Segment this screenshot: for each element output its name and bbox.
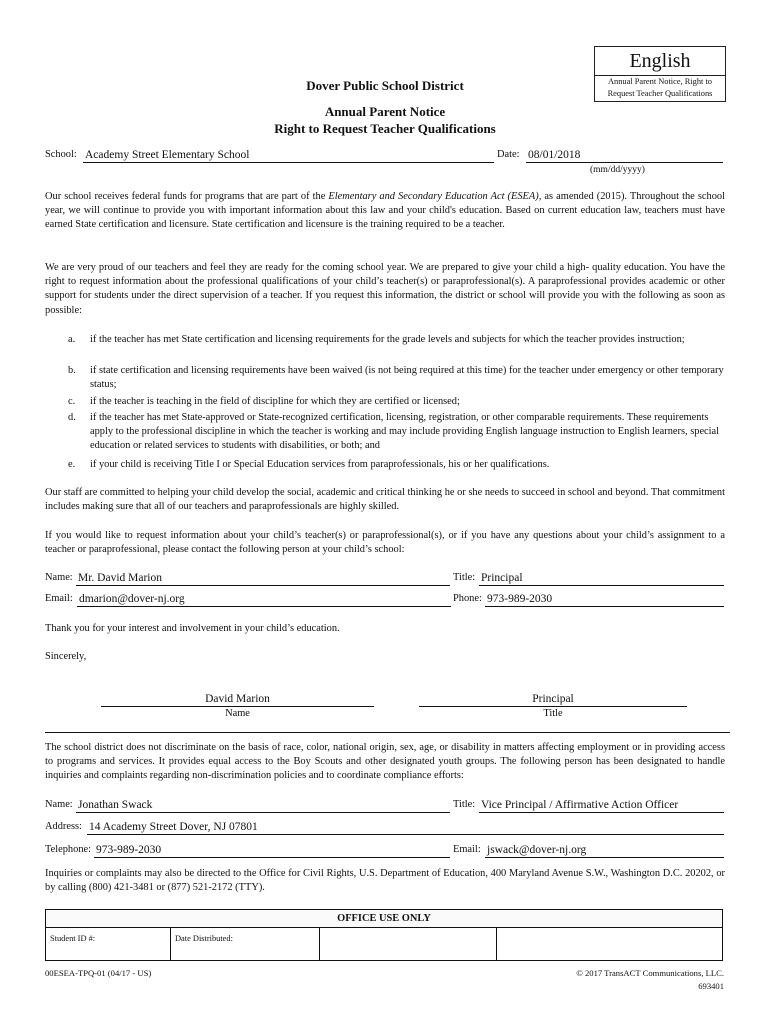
coordinator-address-label: Address:: [45, 821, 82, 832]
date-label: Date:: [497, 149, 520, 160]
list-item-letter: e.: [68, 459, 76, 470]
notice-heading-line-1: Annual Parent Notice: [324, 104, 446, 119]
coordinator-address-value: 14 Academy Street Dover, NJ 07801: [89, 820, 258, 833]
sincerely-text: Sincerely,: [45, 651, 87, 662]
list-item-letter: d.: [68, 412, 76, 423]
coordinator-email-field[interactable]: [485, 843, 724, 858]
coordinator-name-value: Jonathan Swack: [78, 798, 153, 811]
student-id-label: Student ID #:: [50, 934, 96, 943]
thank-you-text: Thank you for your interest and involvement in your child’s education.: [45, 623, 340, 634]
coordinator-title-label: Title:: [453, 799, 476, 810]
language-box: [594, 46, 726, 102]
contact-phone-value: 973-989-2030: [487, 592, 553, 605]
signature-name-value: David Marion: [205, 693, 270, 705]
signature-name-caption: Name: [225, 708, 250, 719]
contact-email-field[interactable]: [77, 592, 451, 607]
section-divider: [45, 732, 730, 733]
contact-title-value: Principal: [481, 571, 523, 584]
coordinator-telephone-field[interactable]: [94, 843, 450, 858]
date-value: 08/01/2018: [528, 148, 581, 161]
notice-heading-line-2: Right to Request Teacher Qualifications: [274, 121, 496, 136]
coordinator-address-field[interactable]: [87, 820, 724, 835]
form-code: 00ESEA-TPQ-01 (04/17 - US): [45, 968, 152, 978]
inquiries-paragraph: Inquiries or complaints may also be directed to the Office for Civil Rights, U.S. Department of Education, 400 Maryland Avenue S.W., Washington D.C. 20202, or by calling (800) 421-3481 or (877) 521-2172 (TTY).: [45, 868, 725, 894]
coordinator-email-label: Email:: [453, 844, 481, 855]
coordinator-telephone-label: Telephone:: [45, 844, 92, 855]
coordinator-name-field[interactable]: [76, 798, 450, 813]
esea-act-name: Elementary and Secondary Education Act (ESEA),: [328, 191, 542, 202]
contact-name-field[interactable]: [76, 571, 450, 586]
list-item-text: if the teacher has met State certification and licensing requirements for the grade levels and subjects for which the teacher provides instruction;: [90, 334, 685, 345]
list-item-text: if the teacher has met State-approved or State-recognized certification, licensing, registration, or other comparable requirements. These requirements apply to the professional discipline in which the teacher is working and may include providing English language instruction to English learners, special education or related services to students with disabilities, or both; and: [90, 412, 720, 452]
coordinator-title-value: Vice Principal / Affirmative Action Officer: [481, 798, 679, 811]
language-box-subtitle-line-1: Annual Parent Notice, Right to: [608, 77, 712, 86]
contact-phone-field[interactable]: [485, 592, 724, 607]
date-format-hint: (mm/dd/yyyy): [590, 165, 645, 175]
contact-title-field[interactable]: [479, 571, 724, 586]
list-item-text: if state certification and licensing requirements have been waived (is not being required at this time) for the teacher under emergency or other temporary status;: [90, 365, 724, 391]
language-label: English: [595, 49, 725, 76]
language-box-subtitle-line-2: Request Teacher Qualifications: [607, 88, 713, 98]
intro-paragraph: [45, 190, 725, 233]
staff-commitment-paragraph: Our staff are committed to helping your child develop the social, academic and critical thinking he or she needs to succeed in school and beyond. That commitment includes making sure that all of our teachers and paraprofessionals are highly skilled.: [45, 487, 726, 513]
school-value: Academy Street Elementary School: [85, 148, 250, 161]
district-heading: Dover Public School District: [306, 78, 464, 93]
nondiscrimination-paragraph: The school district does not discriminate on the basis of race, color, national origin, sex, age, or disability in matters affecting employment or in providing access to programs and services. It provides equal access to the Boy Scouts and other designated youth groups. The following person has been designated to handle inquiries and complaints regarding non-discrimination policies and to coordinate compliance efforts:: [45, 742, 725, 782]
contact-name-value: Mr. David Marion: [78, 571, 163, 584]
list-item-letter: a.: [68, 334, 76, 345]
contact-email-label: Email:: [45, 593, 73, 604]
list-item-text: if your child is receiving Title I or Special Education services from paraprofessionals, his or her qualifications.: [90, 459, 550, 470]
school-field[interactable]: [83, 148, 494, 163]
contact-request-paragraph: If you would like to request information about your child’s teacher(s) or paraprofessional(s), or if you have any questions about your child’s assignment to a teacher or paraprofessional, please contact the following person at your child’s school:: [45, 530, 725, 556]
list-item-text: if the teacher is teaching in the field of discipline for which they are certified or licensed;: [90, 396, 460, 407]
school-label: School:: [45, 149, 77, 160]
notice-heading: [180, 103, 590, 137]
copyright-notice: © 2017 TransACT Communications, LLC.: [576, 968, 724, 978]
list-item-letter: b.: [68, 365, 76, 376]
signature-title-caption: Title: [543, 708, 563, 719]
language-box-subtitle: [595, 76, 725, 99]
office-use-heading: OFFICE USE ONLY: [46, 910, 723, 928]
coordinator-title-field[interactable]: [479, 798, 724, 813]
list-item-letter: c.: [68, 396, 76, 407]
intro-paragraph-end: as amended (2015). Throughout the school year, we will continue to provide you with important information about this law and your child's education. Based on current education law, teachers must have earned State certification and licensure. State certification and licensure is the training required to be a teacher.: [45, 191, 725, 231]
student-id-cell[interactable]: [46, 928, 171, 961]
contact-title-label: Title:: [453, 572, 476, 583]
intro-paragraph-start: Our school receives federal funds for programs that are part of the: [45, 191, 329, 202]
office-blank-cell[interactable]: [320, 928, 497, 961]
coordinator-name-label: Name:: [45, 799, 73, 810]
date-distributed-cell[interactable]: [171, 928, 320, 961]
signature-title-value: Principal: [532, 693, 574, 705]
document-number: 693401: [698, 981, 724, 991]
office-use-table: [45, 909, 723, 961]
contact-phone-label: Phone:: [453, 593, 482, 604]
coordinator-email-value: jswack@dover-nj.org: [487, 843, 587, 856]
office-blank-cell[interactable]: [497, 928, 723, 961]
contact-name-label: Name:: [45, 572, 73, 583]
date-distributed-label: Date Distributed:: [175, 934, 233, 943]
rights-paragraph: We are very proud of our teachers and feel they are ready for the coming school year. We are prepared to give your child a high- quality education. You have the right to request information about the professional qualifications of your child’s teacher(s) or paraprofessional(s). A paraprofessional provides academic or other support for students under the direct supervision of a teacher. If you request this information, the district or school will provide you with the following as soon as possible:: [45, 262, 725, 316]
coordinator-telephone-value: 973-989-2030: [96, 843, 162, 856]
contact-email-value: dmarion@dover-nj.org: [79, 592, 185, 605]
date-field[interactable]: [526, 148, 723, 163]
